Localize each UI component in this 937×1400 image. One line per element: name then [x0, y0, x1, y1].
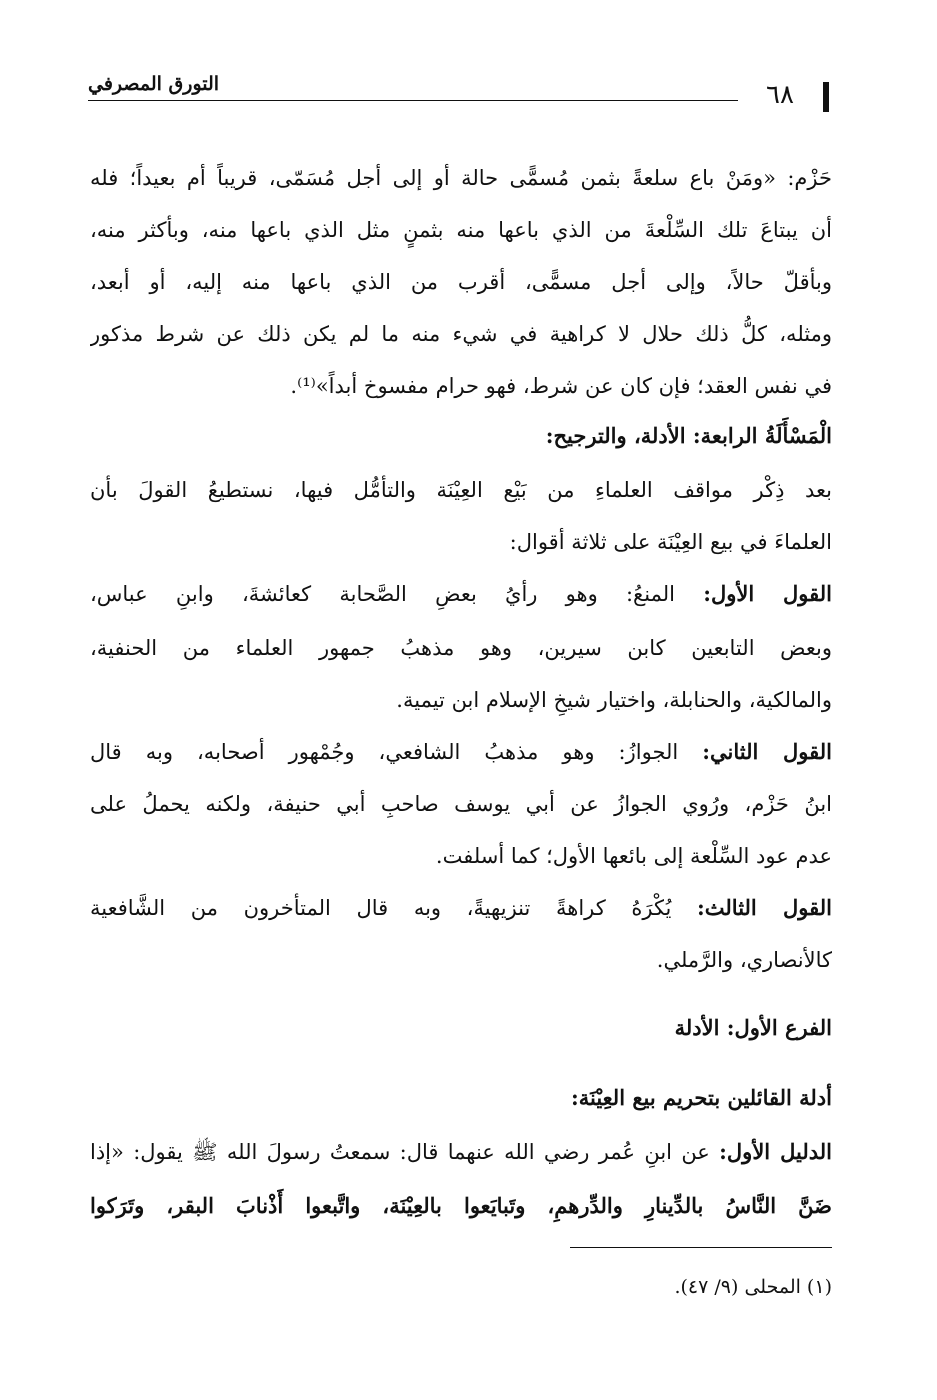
text-line	[90, 726, 832, 778]
text-line: العلماءَ في بيع العِيْنَة على ثلاثة أقوال:	[509, 530, 832, 554]
line-rest: الجوازُ: وهو مذهبُ الشافعي، وجُمْهور أصحابه، وبه قال	[90, 740, 703, 764]
line-rest: المنعُ: وهو رأيُ بعضِ الصَّحابة كعائشةَ، وابنِ عباس،	[90, 582, 704, 606]
text-line: كالأنصاري، والرَّملي.	[656, 948, 832, 972]
text-line: وبأقلّ حالاً، وإلى أجل مسمًّى، أقرب من الذي باعها منه إليه، أو أبعد،	[90, 270, 832, 294]
text-line: الفرع الأول: الأدلة	[674, 1015, 832, 1040]
text-line: في نفس العقد؛ فإن كان عن شرط، فهو حرام مفسوخ أبداً»⁽¹⁾.	[290, 374, 832, 398]
line-lead-term: القول الثالث:	[697, 895, 832, 920]
line-rest: عن ابنِ عُمر رضي الله عنهما قال: سمعتُ رسولَ الله ﷺ يقول: «إذا	[90, 1140, 720, 1164]
header-bar-mark	[823, 82, 829, 112]
text-line: أن يبتاعَ تلك السِّلْعةَ من الذي باعها منه بثمنٍ مثل الذي باعها منه، وبأكثر منه،	[90, 218, 832, 242]
footnote-separator	[570, 1247, 832, 1248]
text-line: ابنُ حَزْم، ورُوي الجوازُ عن أبي يوسف صاحبِ أبي حنيفة، ولكنه يحملُ على	[90, 792, 832, 816]
text-line: والمالكية، والحنابلة، واختيار شيخِ الإسلام ابن تيمية.	[396, 688, 832, 712]
line-lead-term: القول الأول:	[703, 581, 832, 606]
text-line: ومثله، كلُّ ذلك حلال لا كراهية في شيء منه ما لم يكن ذلك عن شرط مذكور	[90, 322, 832, 346]
running-title: التورق المصرفي	[88, 73, 220, 95]
text-line: الْمَسْأَلَةُ الرابعة: الأدلة، والترجيح:	[545, 423, 832, 448]
text-line: وبعض التابعين كابن سيرين، وهو مذهبُ جمهور العلماء من الحنفية،	[90, 636, 832, 660]
footnote: (١) المحلى (٩/ ٤٧).	[674, 1276, 832, 1298]
text-line	[90, 568, 832, 620]
text-line: عدم عود السِّلْعة إلى بائعها الأول؛ كما أسلفت.	[435, 844, 832, 868]
text-line	[90, 882, 832, 934]
line-lead-term: القول الثاني:	[702, 739, 832, 764]
text-line: بعد ذِكْر مواقف العلماءِ من بَيْع العِيْنَة والتأمُّل فيها، نستطيعُ القولَ بأن	[90, 478, 832, 502]
page-number: ٦٨	[766, 80, 794, 110]
text-line	[90, 1126, 832, 1178]
text-line: ضَنَّ النَّاسُ بالدِّينارِ والدِّرهمِ، وتَبايَعوا بالعِيْنَة، واتَّبعوا أَذْنابَ البقر، وتَرَكوا	[90, 1193, 832, 1218]
line-lead-term: الدليل الأول:	[719, 1139, 832, 1164]
header-rule	[88, 100, 738, 101]
line-rest: يُكْرَهُ كراهةً تنزيهيةً، وبه قال المتأخرون من الشَّافعية	[90, 896, 698, 920]
text-line: حَزْم: «ومَنْ باع سلعةً بثمن مُسمًّى حالة أو إلى أجل مُسَمّى، قريباً أم بعيداً؛ فله	[90, 166, 832, 190]
text-line: أدلة القائلين بتحريم بيع العِيْنَة:	[570, 1085, 832, 1110]
